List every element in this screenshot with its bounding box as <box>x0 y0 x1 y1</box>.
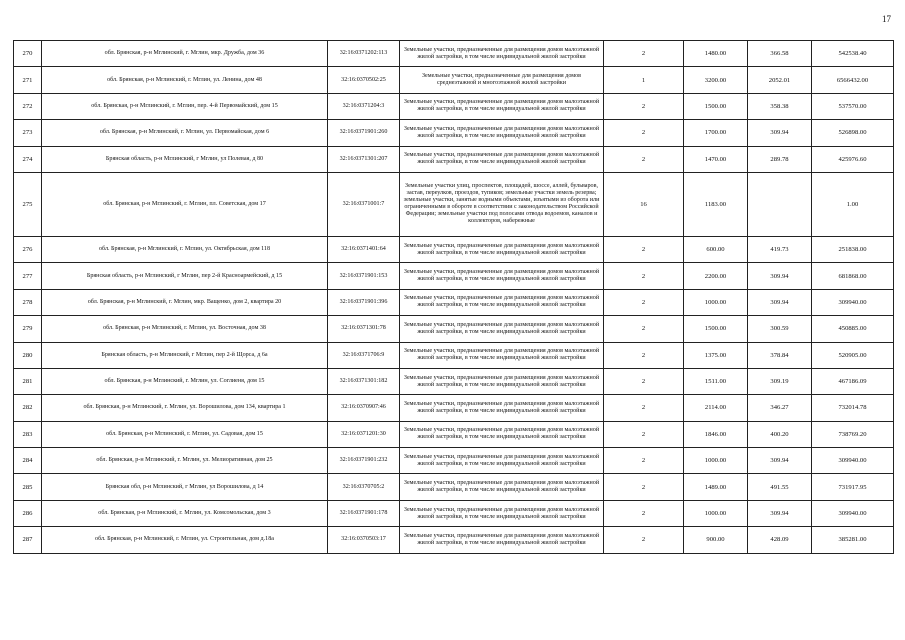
cadastral-number-cell: 32:16:0371901:396 <box>328 289 400 315</box>
address-cell: обл. Брянская, р-н Мглинский, г. Мглин, ул. Ворошилова, дом 134, квартира 1 <box>42 395 328 421</box>
cadastral-number-cell: 32:16:0370503:17 <box>328 527 400 553</box>
address-cell: обл. Брянская, р-н Мглинский, г. Мглин, ул. Строительная, дом д.18а <box>42 527 328 553</box>
group-cell: 2 <box>604 342 684 368</box>
cadastral-value-cell: 309940.00 <box>812 500 894 526</box>
area-cell: 1375.00 <box>684 342 748 368</box>
land-category-cell: Земельные участки, предназначенные для размещения домов малоэтажной жилой застройки, в том числе индивидуальной жилой застройки <box>400 421 604 447</box>
row-number: 272 <box>14 93 42 119</box>
row-number: 270 <box>14 41 42 67</box>
cadastral-value-cell: 738769.20 <box>812 421 894 447</box>
table-row <box>14 41 894 67</box>
table-row <box>14 342 894 368</box>
row-number: 283 <box>14 421 42 447</box>
row-number: 276 <box>14 236 42 262</box>
group-cell: 2 <box>604 448 684 474</box>
area-cell: 1183.00 <box>684 172 748 236</box>
area-cell: 1000.00 <box>684 289 748 315</box>
group-cell: 2 <box>604 368 684 394</box>
land-category-cell: Земельные участки, предназначенные для размещения домов малоэтажной жилой застройки, в том числе индивидуальной жилой застройки <box>400 146 604 172</box>
group-cell: 16 <box>604 172 684 236</box>
area-cell: 1500.00 <box>684 316 748 342</box>
address-cell: обл. Брянская, р-н Мглинский, г. Мглин, ул. Мелиоративная, дом 25 <box>42 448 328 474</box>
cadastral-number-cell: 32:16:0370705:2 <box>328 474 400 500</box>
specific-value-cell: 309.19 <box>748 368 812 394</box>
area-cell: 1846.00 <box>684 421 748 447</box>
cadastral-value-cell: 542538.40 <box>812 41 894 67</box>
specific-value-cell: 309.94 <box>748 289 812 315</box>
land-category-cell: Земельные участки, предназначенные для размещения домов малоэтажной жилой застройки, в том числе индивидуальной жилой застройки <box>400 120 604 146</box>
address-cell: Брянская область, р-н Мглинский, г Мглин, пер 2-й Красноармейский, д 15 <box>42 263 328 289</box>
table-body <box>14 41 894 554</box>
area-cell: 1700.00 <box>684 120 748 146</box>
table-row <box>14 421 894 447</box>
table-row <box>14 172 894 236</box>
specific-value-cell: 491.55 <box>748 474 812 500</box>
address-cell: обл. Брянская, р-н Мглинский, г. Мглин, пер. 4-й Первомайский, дом 15 <box>42 93 328 119</box>
page-number: 17 <box>882 14 891 24</box>
specific-value-cell <box>748 172 812 236</box>
table-row <box>14 146 894 172</box>
cadastral-number-cell: 32:16:0371901:153 <box>328 263 400 289</box>
area-cell: 1000.00 <box>684 500 748 526</box>
address-cell: Брянская область, р-н Мглинский, г Мглин, пер 2-й Щорса, д 6а <box>42 342 328 368</box>
specific-value-cell: 309.94 <box>748 500 812 526</box>
table-row <box>14 368 894 394</box>
land-category-cell: Земельные участки, предназначенные для размещения домов малоэтажной жилой застройки, в том числе индивидуальной жилой застройки <box>400 395 604 421</box>
group-cell: 2 <box>604 316 684 342</box>
land-category-cell: Земельные участки, предназначенные для размещения домов малоэтажной жилой застройки, в том числе индивидуальной жилой застройки <box>400 342 604 368</box>
cadastral-number-cell: 32:16:0371301:207 <box>328 146 400 172</box>
row-number: 274 <box>14 146 42 172</box>
land-category-cell: Земельные участки, предназначенные для размещения домов малоэтажной жилой застройки, в том числе индивидуальной жилой застройки <box>400 93 604 119</box>
cadastral-number-cell: 32:16:0371204:3 <box>328 93 400 119</box>
area-cell: 600.00 <box>684 236 748 262</box>
group-cell: 2 <box>604 500 684 526</box>
land-plots-table <box>13 40 894 554</box>
group-cell: 2 <box>604 41 684 67</box>
land-category-cell: Земельные участки, предназначенные для размещения домов малоэтажной жилой застройки, в том числе индивидуальной жилой застройки <box>400 289 604 315</box>
table-row <box>14 236 894 262</box>
cadastral-number-cell: 32:16:0371301:182 <box>328 368 400 394</box>
specific-value-cell: 400.20 <box>748 421 812 447</box>
area-cell: 1480.00 <box>684 41 748 67</box>
area-cell: 1511.00 <box>684 368 748 394</box>
address-cell: Брянская область, р-н Мглинский, г Мглин, ул Полевая, д 80 <box>42 146 328 172</box>
specific-value-cell: 346.27 <box>748 395 812 421</box>
cadastral-number-cell: 32:16:0371401:64 <box>328 236 400 262</box>
group-cell: 2 <box>604 93 684 119</box>
address-cell: Брянская обл, р-н Мглинский, г Мглин, ул Ворошилова, д 14 <box>42 474 328 500</box>
table-row <box>14 93 894 119</box>
address-cell: обл. Брянская, р-н Мглинский, г. Мглин, ул. Комсомольская, дом 3 <box>42 500 328 526</box>
specific-value-cell: 2052.01 <box>748 67 812 93</box>
address-cell: обл. Брянская, р-н Мглинский, г. Мглин, ул. Первомайская, дом 6 <box>42 120 328 146</box>
row-number: 286 <box>14 500 42 526</box>
specific-value-cell: 358.38 <box>748 93 812 119</box>
area-cell: 1500.00 <box>684 93 748 119</box>
area-cell: 1470.00 <box>684 146 748 172</box>
land-category-cell: Земельные участки, предназначенные для размещения домов малоэтажной жилой застройки, в том числе индивидуальной жилой застройки <box>400 500 604 526</box>
address-cell: обл. Брянская, р-н Мглинский, г. Мглин, ул. Ленина, дом 48 <box>42 67 328 93</box>
land-category-cell: Земельные участки, предназначенные для размещения домов малоэтажной жилой застройки, в том числе индивидуальной жилой застройки <box>400 368 604 394</box>
row-number: 282 <box>14 395 42 421</box>
address-cell: обл. Брянская, р-н Мглинский, г. Мглин, мкр. Дружба, дом 36 <box>42 41 328 67</box>
land-category-cell: Земельные участки улиц, проспектов, площадей, шоссе, аллей, бульваров, застав, переулков, проездов, тупиков; земельные участки земель резерва; земельные участки, занятые водными объектами, изъятыми из оборота или ограниченными в обороте в соответствии с законодательством Российской Федерации; земельные участки под полосами отвода водоемов, каналов и коллекторов, набережные <box>400 172 604 236</box>
cadastral-number-cell: 32:16:0371201:30 <box>328 421 400 447</box>
cadastral-number-cell: 32:16:0371706:9 <box>328 342 400 368</box>
cadastral-value-cell: 450885.00 <box>812 316 894 342</box>
row-number: 277 <box>14 263 42 289</box>
row-number: 284 <box>14 448 42 474</box>
row-number: 271 <box>14 67 42 93</box>
group-cell: 2 <box>604 120 684 146</box>
cadastral-value-cell: 537570.00 <box>812 93 894 119</box>
group-cell: 2 <box>604 146 684 172</box>
cadastral-number-cell: 32:16:0371901:178 <box>328 500 400 526</box>
group-cell: 2 <box>604 395 684 421</box>
area-cell: 900.00 <box>684 527 748 553</box>
area-cell: 3200.00 <box>684 67 748 93</box>
group-cell: 2 <box>604 421 684 447</box>
area-cell: 2200.00 <box>684 263 748 289</box>
specific-value-cell: 428.09 <box>748 527 812 553</box>
area-cell: 1000.00 <box>684 448 748 474</box>
table-row <box>14 500 894 526</box>
address-cell: обл. Брянская, р-н Мглинский, г. Мглин, ул. Восточная, дом 38 <box>42 316 328 342</box>
table-row <box>14 474 894 500</box>
cadastral-value-cell: 467186.09 <box>812 368 894 394</box>
cadastral-value-cell: 425976.60 <box>812 146 894 172</box>
table-row <box>14 67 894 93</box>
address-cell: обл. Брянская, р-н Мглинский, г. Мглин, мкр. Ващенко, дом 2, квартира 20 <box>42 289 328 315</box>
cadastral-value-cell: 251838.00 <box>812 236 894 262</box>
land-category-cell: Земельные участки, предназначенные для размещения домов малоэтажной жилой застройки, в том числе индивидуальной жилой застройки <box>400 316 604 342</box>
cadastral-value-cell: 309940.00 <box>812 289 894 315</box>
address-cell: обл. Брянская, р-н Мглинский, г. Мглин, ул. Октябрьская, дом 118 <box>42 236 328 262</box>
land-category-cell: Земельные участки, предназначенные для размещения домов малоэтажной жилой застройки, в том числе индивидуальной жилой застройки <box>400 263 604 289</box>
land-category-cell: Земельные участки, предназначенные для размещения домов малоэтажной жилой застройки, в том числе индивидуальной жилой застройки <box>400 527 604 553</box>
specific-value-cell: 289.78 <box>748 146 812 172</box>
group-cell: 2 <box>604 263 684 289</box>
cadastral-number-cell: 32:16:0371301:78 <box>328 316 400 342</box>
specific-value-cell: 300.59 <box>748 316 812 342</box>
table-row <box>14 448 894 474</box>
table-row <box>14 316 894 342</box>
specific-value-cell: 309.94 <box>748 263 812 289</box>
cadastral-number-cell: 32:16:0371001:7 <box>328 172 400 236</box>
address-cell: обл. Брянская, р-н Мглинский, г. Мглин, ул. Соглиеня, дом 15 <box>42 368 328 394</box>
cadastral-number-cell: 32:16:0370502:25 <box>328 67 400 93</box>
specific-value-cell: 378.84 <box>748 342 812 368</box>
cadastral-value-cell: 732014.78 <box>812 395 894 421</box>
table-row <box>14 289 894 315</box>
address-cell: обл. Брянская, р-н Мглинский, г. Мглин, ул. Садовая, дом 15 <box>42 421 328 447</box>
specific-value-cell: 309.94 <box>748 448 812 474</box>
row-number: 280 <box>14 342 42 368</box>
row-number: 279 <box>14 316 42 342</box>
cadastral-value-cell: 1.00 <box>812 172 894 236</box>
row-number: 275 <box>14 172 42 236</box>
specific-value-cell: 419.73 <box>748 236 812 262</box>
group-cell: 2 <box>604 236 684 262</box>
land-category-cell: Земельные участки, предназначенные для размещения домов малоэтажной жилой застройки, в том числе индивидуальной жилой застройки <box>400 448 604 474</box>
cadastral-number-cell: 32:16:0371202:113 <box>328 41 400 67</box>
table-row <box>14 120 894 146</box>
table-row <box>14 395 894 421</box>
cadastral-number-cell: 32:16:0371901:260 <box>328 120 400 146</box>
cadastral-value-cell: 681868.00 <box>812 263 894 289</box>
table-row <box>14 527 894 553</box>
land-category-cell: Земельные участки, предназначенные для размещения домов среднеэтажной и многоэтажной жилой застройки <box>400 67 604 93</box>
area-cell: 1489.00 <box>684 474 748 500</box>
cadastral-value-cell: 520905.00 <box>812 342 894 368</box>
cadastral-value-cell: 385281.00 <box>812 527 894 553</box>
row-number: 285 <box>14 474 42 500</box>
specific-value-cell: 366.58 <box>748 41 812 67</box>
row-number: 273 <box>14 120 42 146</box>
specific-value-cell: 309.94 <box>748 120 812 146</box>
table-row <box>14 263 894 289</box>
cadastral-value-cell: 526898.00 <box>812 120 894 146</box>
row-number: 287 <box>14 527 42 553</box>
area-cell: 2114.00 <box>684 395 748 421</box>
group-cell: 2 <box>604 474 684 500</box>
group-cell: 2 <box>604 289 684 315</box>
cadastral-number-cell: 32:16:0370907:46 <box>328 395 400 421</box>
cadastral-value-cell: 309940.00 <box>812 448 894 474</box>
cadastral-value-cell: 6566432.00 <box>812 67 894 93</box>
cadastral-value-cell: 731917.95 <box>812 474 894 500</box>
group-cell: 1 <box>604 67 684 93</box>
row-number: 281 <box>14 368 42 394</box>
address-cell: обл. Брянская, р-н Мглинский, г. Мглин, пл. Советская, дом 17 <box>42 172 328 236</box>
group-cell: 2 <box>604 527 684 553</box>
land-category-cell: Земельные участки, предназначенные для размещения домов малоэтажной жилой застройки, в том числе индивидуальной жилой застройки <box>400 236 604 262</box>
row-number: 278 <box>14 289 42 315</box>
land-category-cell: Земельные участки, предназначенные для размещения домов малоэтажной жилой застройки, в том числе индивидуальной жилой застройки <box>400 41 604 67</box>
land-category-cell: Земельные участки, предназначенные для размещения домов малоэтажной жилой застройки, в том числе индивидуальной жилой застройки <box>400 474 604 500</box>
cadastral-number-cell: 32:16:0371901:232 <box>328 448 400 474</box>
